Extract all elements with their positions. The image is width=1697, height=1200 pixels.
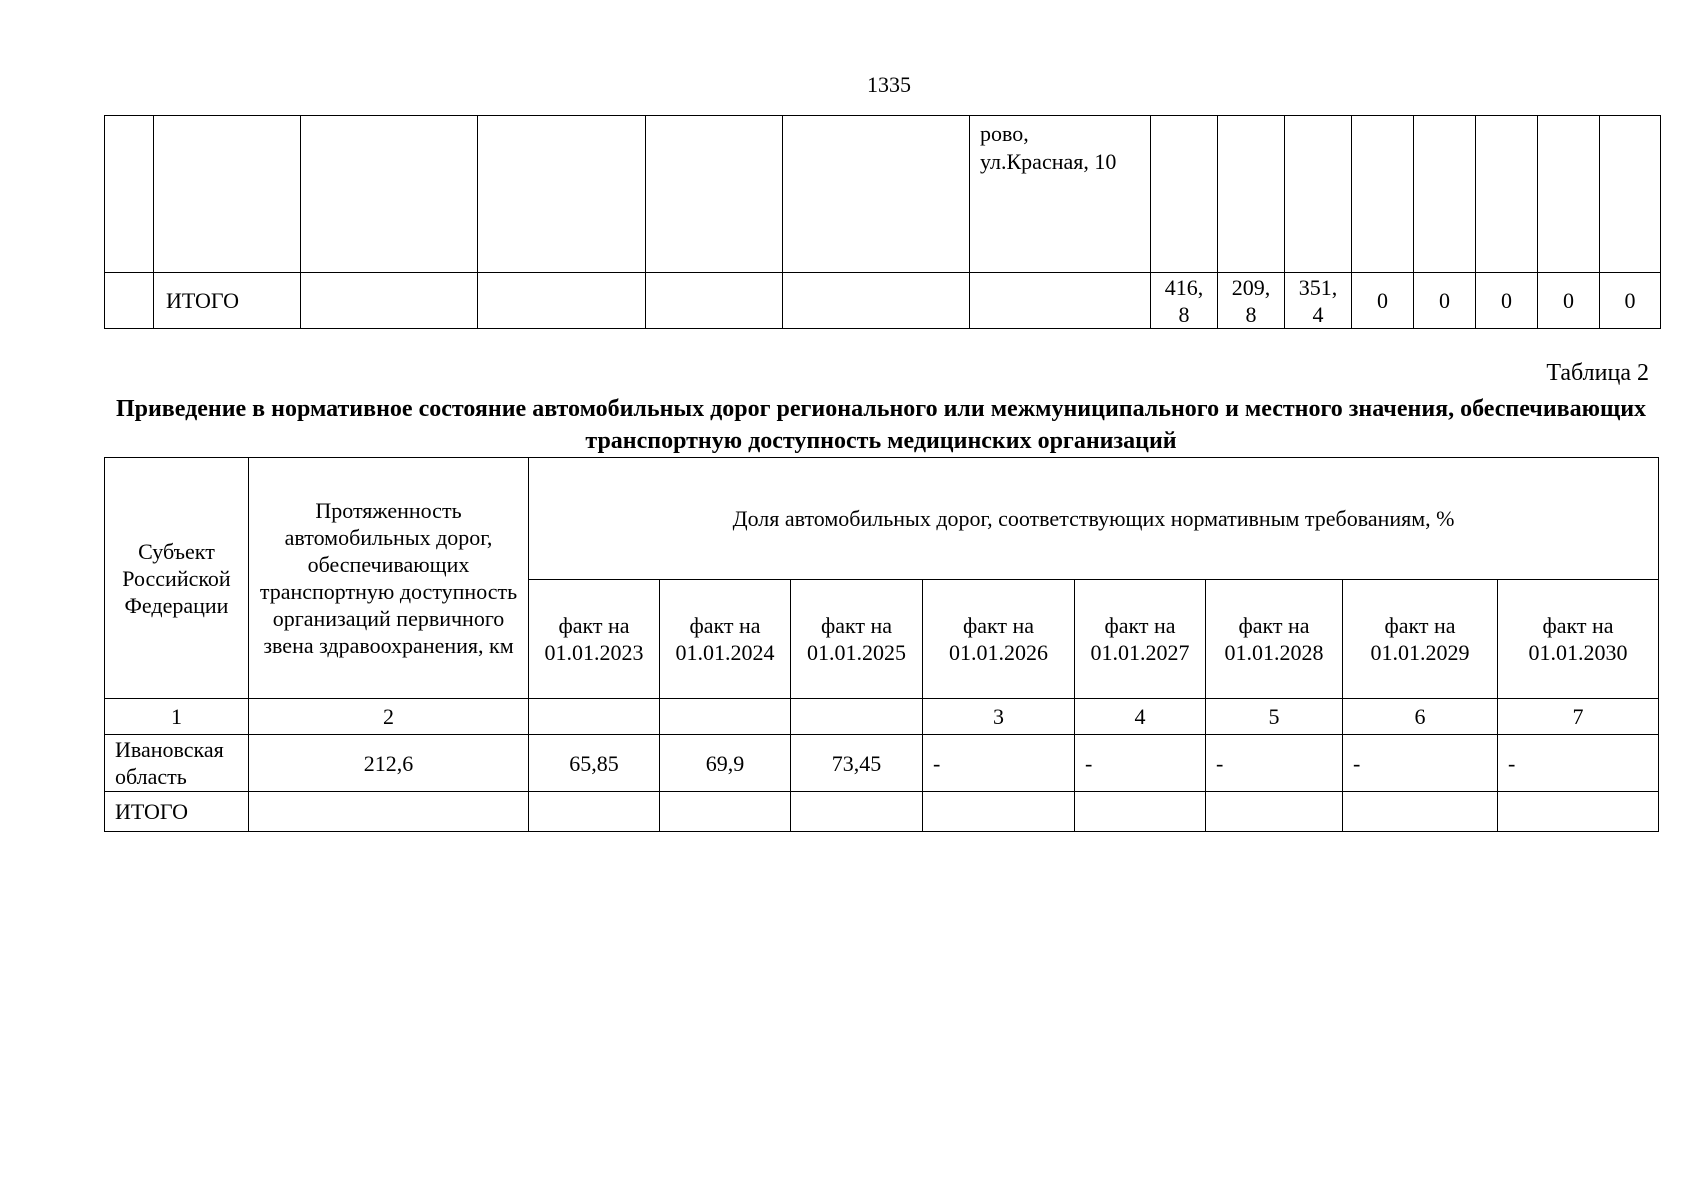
- table-1-continuation: [104, 115, 1661, 329]
- header-row: [105, 458, 1659, 580]
- total-value-cell: 416, 8: [1151, 273, 1218, 329]
- total-zero-cell: 0: [1414, 273, 1476, 329]
- header-year: факт на 01.01.2030: [1498, 580, 1659, 699]
- column-number: 1: [105, 699, 249, 735]
- column-number: 3: [923, 699, 1075, 735]
- total-row: [105, 792, 1659, 832]
- header-share: Доля автомобильных дорог, соответствующих нормативным требованиям, %: [529, 458, 1659, 580]
- total-zero-cell: 0: [1600, 273, 1661, 329]
- total-value-cell: 209, 8: [1218, 273, 1285, 329]
- value-cell: 65,85: [529, 735, 660, 792]
- header-year: факт на 01.01.2028: [1206, 580, 1343, 699]
- total-zero-cell: 0: [1476, 273, 1538, 329]
- address-line: рово,: [980, 121, 1029, 146]
- value-cell: -: [1498, 735, 1659, 792]
- column-number: [660, 699, 791, 735]
- total-zero-cell: 0: [1538, 273, 1600, 329]
- total-row: [105, 273, 1661, 329]
- total-zero-cell: 0: [1352, 273, 1414, 329]
- value-cell: -: [1206, 735, 1343, 792]
- total-label: ИТОГО: [154, 273, 301, 329]
- header-year: факт на 01.01.2024: [660, 580, 791, 699]
- header-subject: Субъект Российской Федерации: [105, 458, 249, 699]
- value-cell: 73,45: [791, 735, 923, 792]
- column-number: 5: [1206, 699, 1343, 735]
- header-year: факт на 01.01.2027: [1075, 580, 1206, 699]
- value-cell: -: [1343, 735, 1498, 792]
- total-value-cell: 351, 4: [1285, 273, 1352, 329]
- table-label: Таблица 2: [1546, 360, 1649, 386]
- column-number-row: [105, 699, 1659, 735]
- value-cell: 69,9: [660, 735, 791, 792]
- column-number: [791, 699, 923, 735]
- value-cell: -: [923, 735, 1075, 792]
- table-row: [105, 116, 1661, 273]
- header-year: факт на 01.01.2029: [1343, 580, 1498, 699]
- header-length: Протяженность автомобильных дорог, обеспечивающих транспортную доступность организаций первичного звена здравоохранения, км: [249, 458, 529, 699]
- column-number: [529, 699, 660, 735]
- header-year: факт на 01.01.2026: [923, 580, 1075, 699]
- table-title: Приведение в нормативное состояние автомобильных дорог регионального или межмуниципального и местного значения, обеспечивающих транспортную доступность медицинских организаций: [115, 396, 1647, 454]
- length-cell: 212,6: [249, 735, 529, 792]
- subject-cell: Ивановская область: [105, 735, 249, 792]
- column-number: 7: [1498, 699, 1659, 735]
- page-number: 1335: [867, 72, 911, 97]
- column-number: 6: [1343, 699, 1498, 735]
- table-row: [105, 735, 1659, 792]
- column-number: 2: [249, 699, 529, 735]
- header-year: факт на 01.01.2025: [791, 580, 923, 699]
- address-line: ул.Красная, 10: [980, 149, 1117, 174]
- header-year: факт на 01.01.2023: [529, 580, 660, 699]
- value-cell: -: [1075, 735, 1206, 792]
- table-2: [104, 457, 1659, 832]
- total-label: ИТОГО: [105, 792, 249, 832]
- column-number: 4: [1075, 699, 1206, 735]
- address-cell: [970, 116, 1151, 273]
